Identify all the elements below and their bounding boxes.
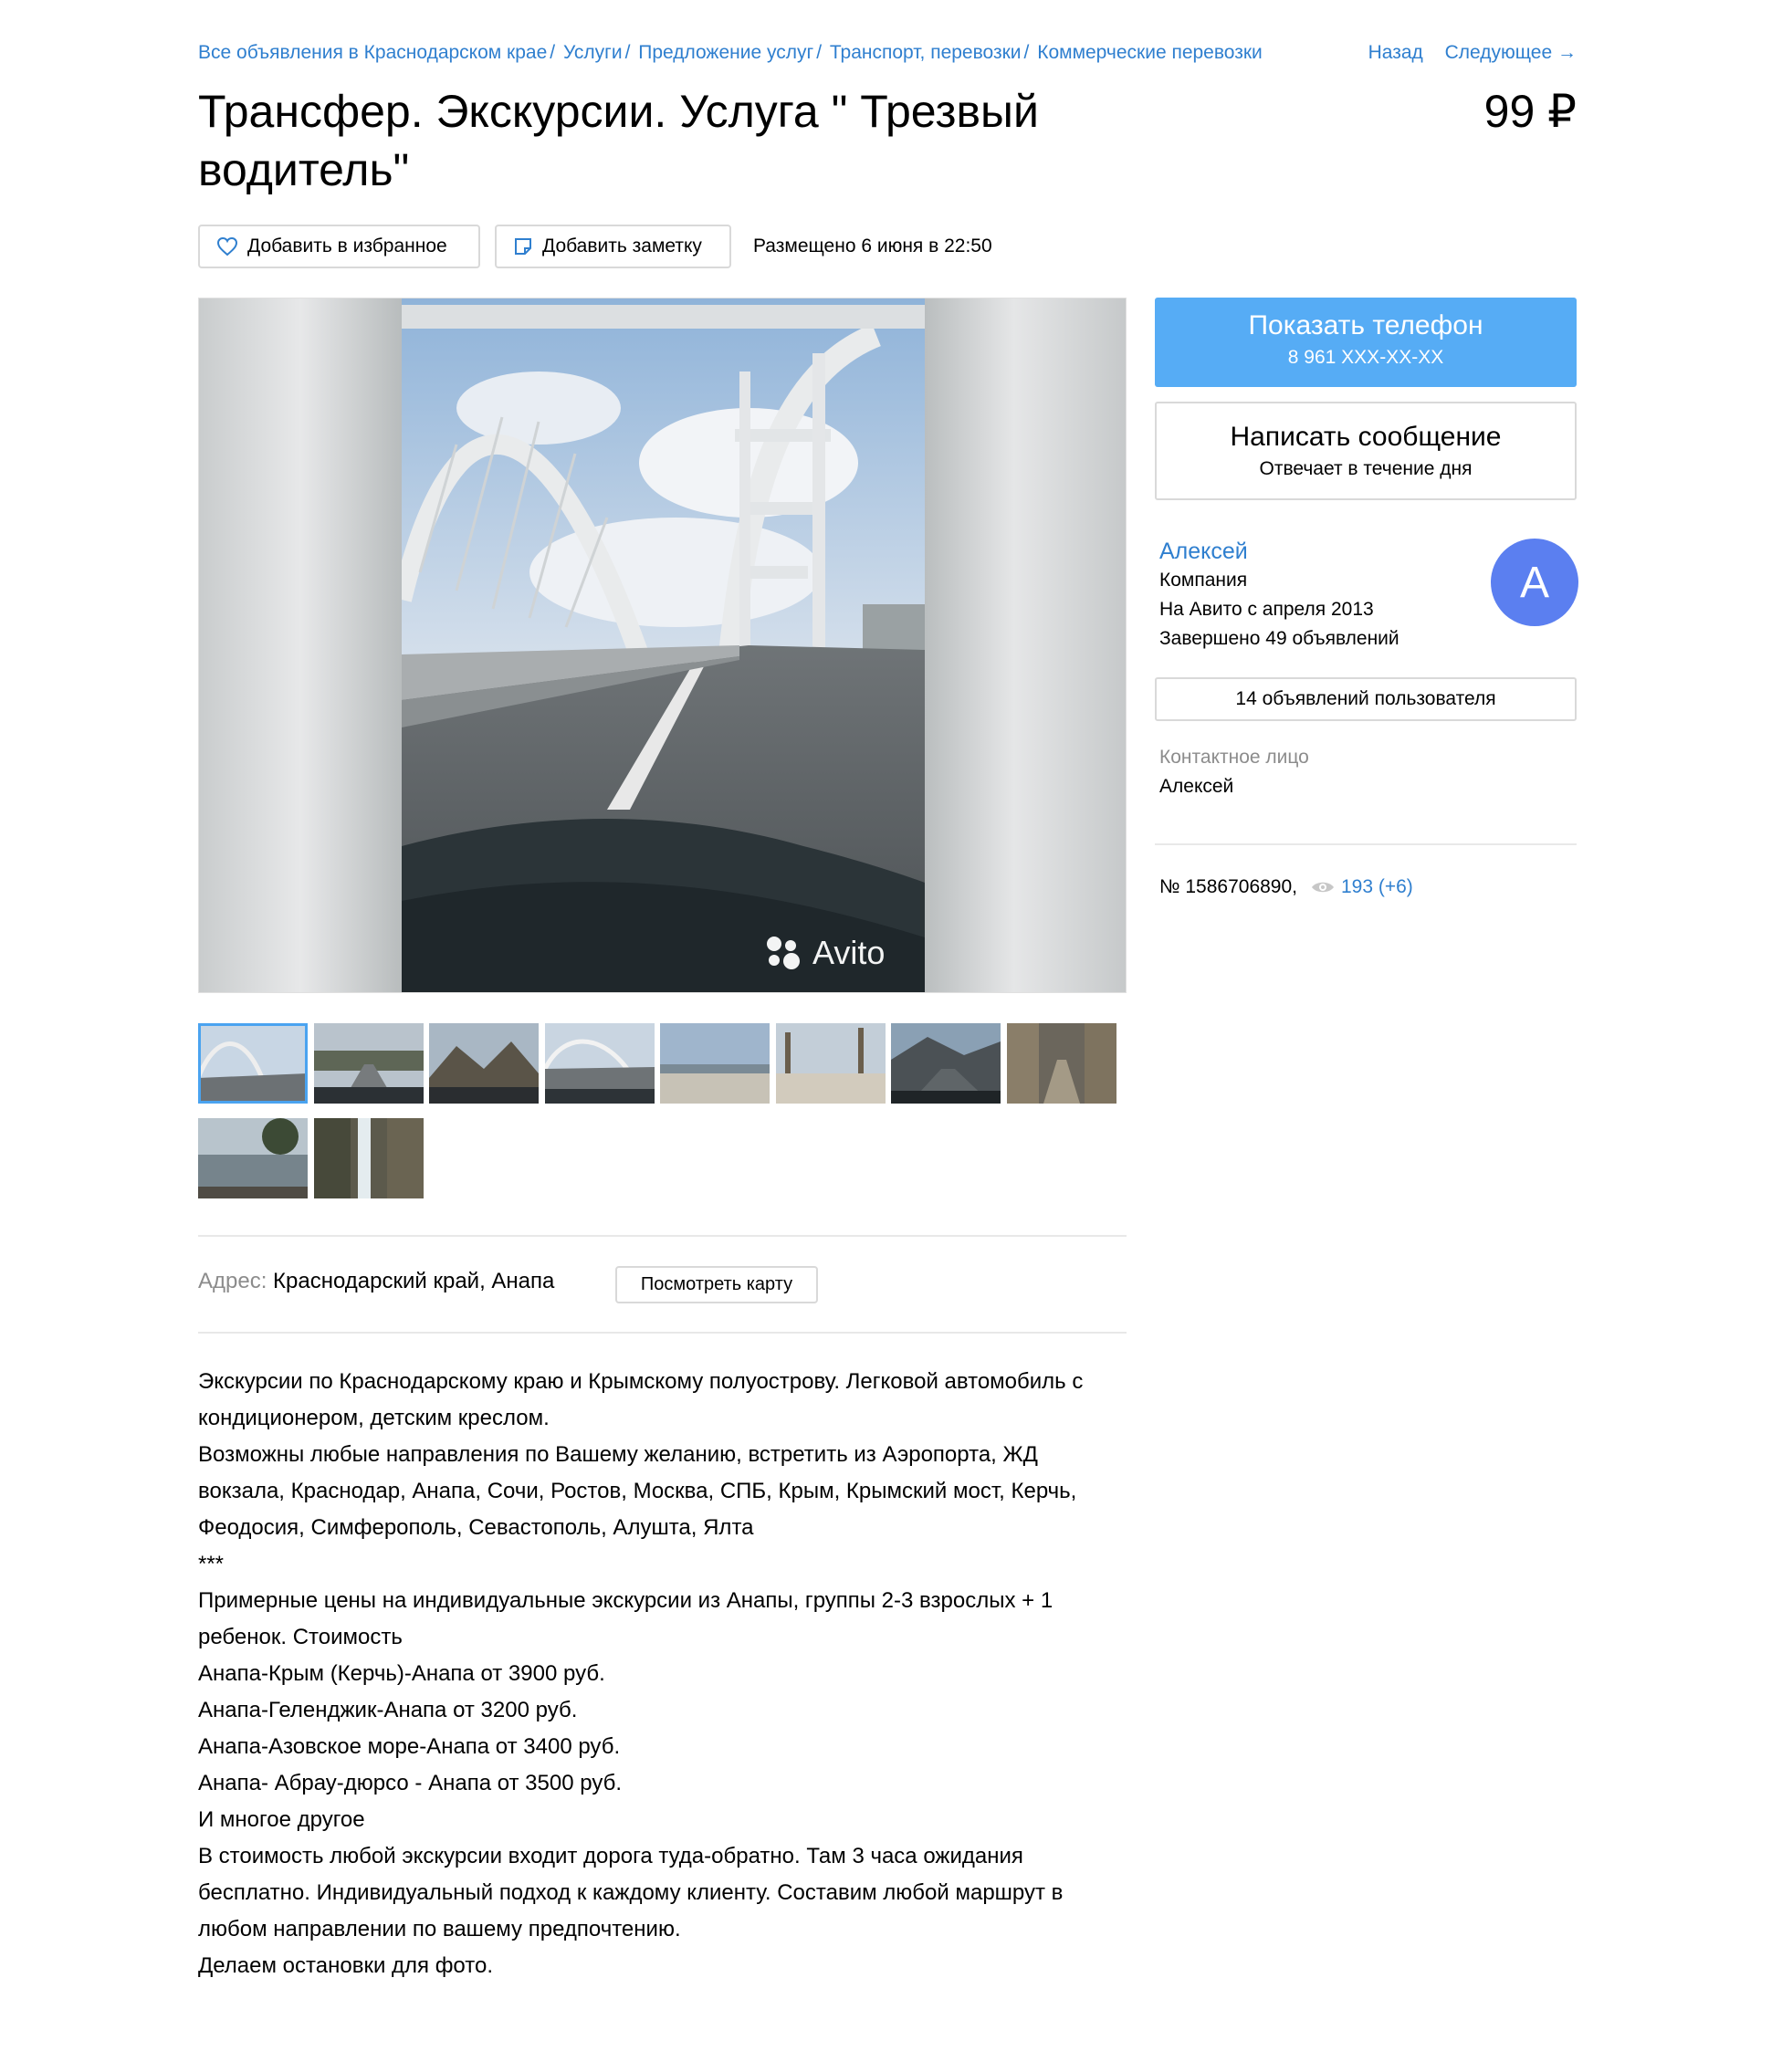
view-map-button[interactable]: Посмотреть карту: [615, 1266, 818, 1303]
breadcrumb-item[interactable]: Предложение услуг: [638, 42, 814, 63]
user-ads-button[interactable]: 14 объявлений пользователя: [1155, 677, 1577, 721]
contact-label: Контактное лицо: [1159, 747, 1309, 768]
address-value: Краснодарский край, Анапа: [273, 1269, 555, 1293]
description-paragraph: Примерные цены на индивидуальные экскурсии из Анапы, группы 2-3 взрослых + 1 ребенок. Стоимость: [198, 1588, 1053, 1649]
show-phone-button[interactable]: [1155, 298, 1577, 387]
description-paragraph: Анапа- Абрау-дюрсо - Анапа от 3500 руб.: [198, 1771, 623, 1795]
response-time: Отвечает в течение дня: [1259, 458, 1473, 479]
main-photo[interactable]: [198, 298, 1127, 993]
page-title: Трансфер. Экскурсии. Услуга " Трезвый водитель": [198, 86, 1039, 195]
add-to-favorites-label: Добавить в избранное: [247, 235, 447, 256]
avito-logo-icon: [767, 935, 803, 971]
breadcrumb-item[interactable]: Все объявления в Краснодарском крае: [198, 42, 548, 63]
posted-date: Размещено 6 июня в 22:50: [753, 235, 992, 256]
add-note-button[interactable]: [495, 225, 731, 268]
listing-page: [198, 0, 1577, 2072]
description-paragraph: Анапа-Азовское море-Анапа от 3400 руб.: [198, 1734, 621, 1759]
breadcrumb: Все объявления в Краснодарском крае / Услуги / Предложение услуг / Транспорт, перевозки / Коммерческие перевозки: [198, 42, 1263, 63]
contact-person: [1159, 743, 1309, 801]
photo-blur-left: [199, 298, 402, 992]
contact-name: Алексей: [1159, 776, 1234, 797]
add-to-favorites-button[interactable]: [198, 225, 480, 268]
write-message-label: Написать сообщение: [1230, 422, 1502, 452]
avatar[interactable]: А: [1491, 539, 1578, 626]
description-paragraph: Анапа-Геленджик-Анапа от 3200 руб.: [198, 1698, 578, 1722]
listing-nav: [1352, 42, 1577, 64]
description-paragraph: Возможны любые направления по Вашему желанию, встретить из Аэропорта, ЖД вокзала, Краснодар, Анапа, Сочи, Ростов, Москва, СПБ, Крым, Крымский мост, Керчь, Феодосия, Симферополь, Севастополь, Алушта, Ялта: [198, 1442, 1077, 1540]
photo-blur-right: [923, 298, 1126, 992]
description-paragraph: В стоимость любой экскурсии входит дорога туда-обратно. Там 3 часа ожидания бесплатно. Индивидуальный подход к каждому клиенту. Составим любой маршрут в любом направлении по вашему предпочтению.: [198, 1844, 1064, 1941]
thumbnail-5[interactable]: [660, 1023, 770, 1104]
thumbnail-9[interactable]: [198, 1118, 308, 1198]
thumbnail-2[interactable]: [314, 1023, 424, 1104]
write-message-button[interactable]: [1155, 402, 1577, 500]
avito-watermark: [767, 934, 885, 972]
seller-info: [1159, 537, 1399, 654]
breadcrumb-item[interactable]: Коммерческие перевозки: [1037, 42, 1263, 63]
description-paragraph: ***: [198, 1552, 225, 1576]
divider: [1155, 843, 1577, 845]
divider: [198, 1332, 1127, 1334]
description-paragraph: Анапа-Крым (Керчь)-Анапа от 3900 руб.: [198, 1661, 605, 1686]
description-paragraph: И многое другое: [198, 1807, 365, 1832]
thumbnail-4[interactable]: [545, 1023, 655, 1104]
show-phone-label: Показать телефон: [1248, 310, 1483, 340]
seller-name-link[interactable]: Алексей: [1159, 539, 1248, 564]
address-label: Адрес:: [198, 1269, 267, 1293]
views-count[interactable]: 193 (+6): [1341, 876, 1413, 897]
seller-type: Компания: [1159, 570, 1248, 591]
back-link[interactable]: Назад: [1368, 42, 1423, 63]
seller-since: На Авито с апреля 2013: [1159, 599, 1374, 620]
thumbnail-1[interactable]: [198, 1023, 308, 1104]
price: 99 ₽: [1483, 86, 1577, 137]
address: [198, 1269, 554, 1294]
avito-watermark-text: Avito: [812, 934, 886, 971]
thumbnail-3[interactable]: [429, 1023, 539, 1104]
seller-completed: Завершено 49 объявлений: [1159, 628, 1399, 649]
breadcrumb-item[interactable]: Транспорт, перевозки: [829, 42, 1022, 63]
divider: [198, 1235, 1127, 1237]
description-paragraph: Экскурсии по Краснодарскому краю и Крымскому полуострову. Легковой автомобиль с кондиционером, детским креслом.: [198, 1369, 1084, 1430]
breadcrumb-item[interactable]: Услуги: [562, 42, 623, 63]
thumbnail-7[interactable]: [891, 1023, 1001, 1104]
add-note-label: Добавить заметку: [542, 235, 702, 256]
eye-icon: [1310, 879, 1336, 895]
thumbnail-8[interactable]: [1007, 1023, 1116, 1104]
ad-number: № 1586706890,: [1159, 876, 1297, 897]
ad-stats: [1159, 876, 1413, 898]
note-icon: [513, 236, 533, 256]
thumbnail-10[interactable]: [314, 1118, 424, 1198]
heart-icon: [216, 236, 238, 256]
thumbnail-6[interactable]: [776, 1023, 886, 1104]
bridge-photo: [402, 298, 925, 993]
description-paragraph: Делаем остановки для фото.: [198, 1953, 493, 1978]
description: [198, 1364, 1127, 1984]
next-link[interactable]: Следующее →: [1444, 42, 1577, 63]
masked-phone: 8 961 XXX-XX-XX: [1287, 347, 1444, 368]
